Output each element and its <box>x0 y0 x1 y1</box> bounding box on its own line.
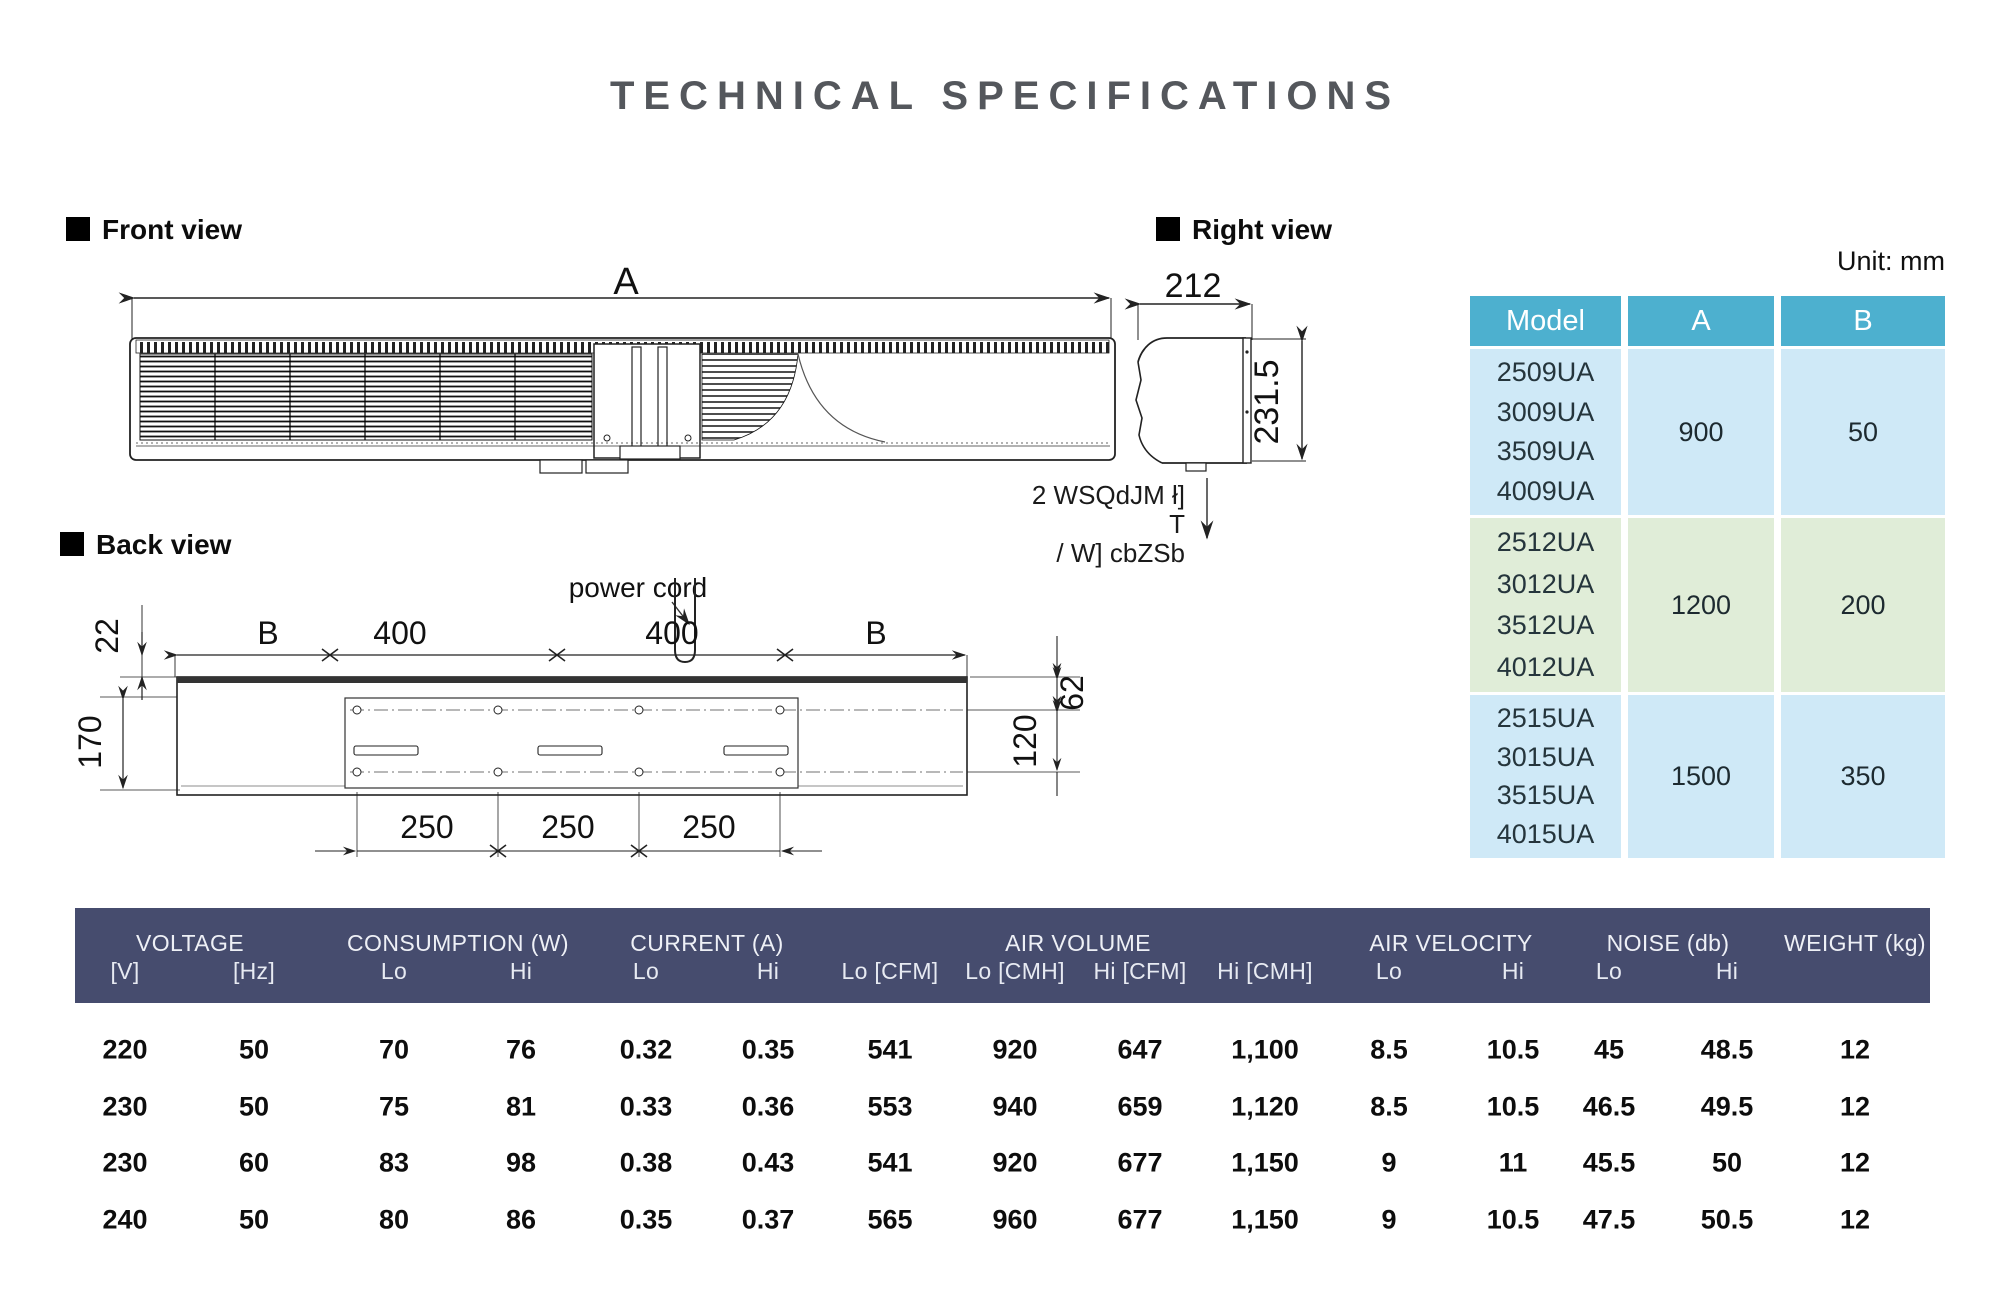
model-group-2-b: 200 <box>1781 518 1945 692</box>
model-group-3-b: 350 <box>1781 695 1945 858</box>
spec-cell: 541 <box>867 1034 913 1065</box>
spec-cell: 541 <box>867 1147 913 1178</box>
spec-sub-header: Hi <box>509 958 533 984</box>
front-view-label <box>66 214 242 246</box>
back-dim-b-left: B <box>257 615 279 651</box>
model-name: 2515UA <box>1496 702 1595 733</box>
square-bullet-icon <box>66 217 90 241</box>
spec-sub-header: Lo <box>380 958 408 984</box>
spec-cell: 11 <box>1498 1147 1528 1178</box>
model-name: 4012UA <box>1496 651 1595 682</box>
spec-cell: 659 <box>1117 1091 1163 1122</box>
spec-cell: 677 <box>1117 1204 1163 1235</box>
model-group-3-models <box>1470 695 1621 858</box>
model-name: 2509UA <box>1496 357 1595 388</box>
spec-sub-header: Hi [CMH] <box>1217 958 1313 984</box>
spec-cell: 0.37 <box>741 1204 795 1235</box>
spec-cell: 10.5 <box>1486 1034 1540 1065</box>
spec-cell: 50 <box>238 1034 270 1065</box>
spec-cell: 1,100 <box>1231 1034 1299 1065</box>
right-view-note <box>1015 481 1185 568</box>
spec-cell: 0.38 <box>619 1147 673 1178</box>
spec-cell: 920 <box>992 1147 1038 1178</box>
spec-sub-header: Lo [CMH] <box>965 958 1065 984</box>
front-view-label-text: Front view <box>102 214 243 245</box>
spec-cell: 50 <box>238 1204 270 1235</box>
spec-cell: 0.35 <box>619 1204 673 1235</box>
model-group-1-models <box>1470 349 1621 515</box>
model-name: 3512UA <box>1496 610 1595 641</box>
model-table-header-b: B <box>1781 296 1945 346</box>
spec-cell: 47.5 <box>1582 1204 1636 1235</box>
spec-cell: 0.43 <box>741 1147 795 1178</box>
spec-sub-header: Hi <box>1715 958 1739 984</box>
back-view-label <box>60 529 231 561</box>
right-dim-height: 231.5 <box>1248 359 1286 445</box>
model-name: 3012UA <box>1496 568 1595 599</box>
model-name: 3509UA <box>1496 436 1595 467</box>
square-bullet-icon <box>60 532 84 556</box>
spec-cell: 920 <box>992 1034 1038 1065</box>
spec-cell: 83 <box>378 1147 410 1178</box>
spec-group-current: CURRENT (A) <box>630 930 784 956</box>
spec-cell: 80 <box>378 1204 410 1235</box>
spec-cell: 98 <box>505 1147 537 1178</box>
spec-cell: 12 <box>1839 1147 1871 1178</box>
back-dim-170: 170 <box>72 715 108 769</box>
right-view-note-line1: 2 WSQdJM ł] T <box>1031 480 1185 539</box>
front-view-drawing <box>110 250 1120 490</box>
spec-cell: 48.5 <box>1700 1034 1754 1065</box>
spec-cell: 50 <box>1711 1147 1743 1178</box>
spec-cell: 9 <box>1381 1204 1397 1235</box>
back-dim-250-1: 250 <box>400 809 454 845</box>
model-table-header-model: Model <box>1470 296 1621 346</box>
right-dim-width: 212 <box>1164 267 1222 305</box>
model-table-header-a: A <box>1628 296 1774 346</box>
spec-cell: 565 <box>867 1204 913 1235</box>
spec-cell: 70 <box>378 1034 410 1065</box>
spec-sub-header: Lo <box>632 958 660 984</box>
model-name: 4009UA <box>1496 475 1595 506</box>
spec-cell: 230 <box>102 1147 148 1178</box>
spec-table <box>75 908 1930 1238</box>
spec-cell: 0.35 <box>741 1034 795 1065</box>
model-name: 3009UA <box>1496 396 1595 427</box>
spec-cell: 49.5 <box>1700 1091 1754 1122</box>
spec-cell: 12 <box>1839 1204 1871 1235</box>
spec-cell: 86 <box>505 1204 537 1235</box>
spec-cell: 46.5 <box>1582 1091 1636 1122</box>
front-dim-a: A <box>613 261 639 303</box>
back-dim-22: 22 <box>89 618 125 654</box>
model-name: 3515UA <box>1496 780 1595 811</box>
power-cord-label: power cord <box>568 572 708 603</box>
spec-cell: 45.5 <box>1582 1147 1636 1178</box>
spec-cell: 12 <box>1839 1034 1871 1065</box>
spec-group-air-volume: AIR VOLUME <box>1005 930 1151 956</box>
spec-cell: 81 <box>505 1091 537 1122</box>
spec-group-air-velocity: AIR VELOCITY <box>1369 930 1533 956</box>
spec-sub-header: [V] <box>110 958 140 984</box>
spec-cell: 8.5 <box>1370 1034 1408 1065</box>
spec-cell: 10.5 <box>1486 1091 1540 1122</box>
model-name: 3015UA <box>1496 741 1595 772</box>
back-dim-120: 120 <box>1007 714 1043 768</box>
model-group-1-a: 900 <box>1628 349 1774 515</box>
unit-note: Unit: mm <box>1837 246 1945 276</box>
spec-sub-header: Lo <box>1595 958 1623 984</box>
back-view-label-text: Back view <box>96 529 232 560</box>
spec-sub-header: Hi <box>756 958 780 984</box>
right-view-note-line2: / W] cbZSb <box>1056 538 1185 568</box>
square-bullet-icon <box>1156 217 1180 241</box>
spec-group-voltage: VOLTAGE <box>135 930 245 956</box>
spec-cell: 0.32 <box>619 1034 673 1065</box>
model-name: 2512UA <box>1496 527 1595 558</box>
back-dim-62: 62 <box>1054 675 1090 711</box>
spec-cell: 45 <box>1593 1034 1625 1065</box>
spec-cell: 50.5 <box>1700 1204 1754 1235</box>
spec-group-weight: WEIGHT (kg) <box>1784 930 1926 956</box>
spec-cell: 12 <box>1839 1091 1871 1122</box>
spec-cell: 940 <box>992 1091 1038 1122</box>
spec-cell: 8.5 <box>1370 1091 1408 1122</box>
spec-sub-header: [Hz] <box>232 958 276 984</box>
model-group-2-models <box>1470 518 1621 692</box>
spec-group-consumption: CONSUMPTION (W) <box>347 930 569 956</box>
spec-cell: 230 <box>102 1091 148 1122</box>
back-dim-250-3: 250 <box>682 809 736 845</box>
spec-cell: 0.33 <box>619 1091 673 1122</box>
model-group-3-a: 1500 <box>1628 695 1774 858</box>
spec-sub-header: Hi <box>1501 958 1525 984</box>
spec-cell: 677 <box>1117 1147 1163 1178</box>
back-dim-400-left: 400 <box>373 615 427 651</box>
model-dimension-table <box>1470 296 1945 858</box>
spec-sub-header: Lo <box>1375 958 1403 984</box>
spec-cell: 60 <box>238 1147 270 1178</box>
page-title: TECHNICAL SPECIFICATIONS <box>609 74 1401 118</box>
back-dim-b-right: B <box>865 615 887 651</box>
model-group-1-b: 50 <box>1781 349 1945 515</box>
spec-cell: 1,150 <box>1231 1147 1299 1178</box>
spec-sub-header: Hi [CFM] <box>1093 958 1187 984</box>
spec-cell: 9 <box>1381 1147 1397 1178</box>
spec-cell: 220 <box>102 1034 148 1065</box>
spec-cell: 1,120 <box>1231 1091 1299 1122</box>
spec-cell: 240 <box>102 1204 148 1235</box>
right-view-label <box>1156 214 1332 246</box>
spec-cell: 1,150 <box>1231 1204 1299 1235</box>
back-dim-250-2: 250 <box>541 809 595 845</box>
spec-cell: 553 <box>867 1091 913 1122</box>
spec-cell: 50 <box>238 1091 270 1122</box>
spec-cell: 76 <box>505 1034 537 1065</box>
back-view-drawing <box>60 570 1100 870</box>
right-view-label-text: Right view <box>1192 214 1333 245</box>
spec-sub-header: Lo [CFM] <box>841 958 939 984</box>
model-name: 4015UA <box>1496 819 1595 850</box>
spec-group-noise: NOISE (db) <box>1606 930 1730 956</box>
spec-cell: 0.36 <box>741 1091 795 1122</box>
back-dim-400-right: 400 <box>645 615 699 651</box>
spec-cell: 10.5 <box>1486 1204 1540 1235</box>
model-group-2-a: 1200 <box>1628 518 1774 692</box>
spec-cell: 960 <box>992 1204 1038 1235</box>
spec-cell: 647 <box>1117 1034 1163 1065</box>
spec-cell: 75 <box>378 1091 410 1122</box>
